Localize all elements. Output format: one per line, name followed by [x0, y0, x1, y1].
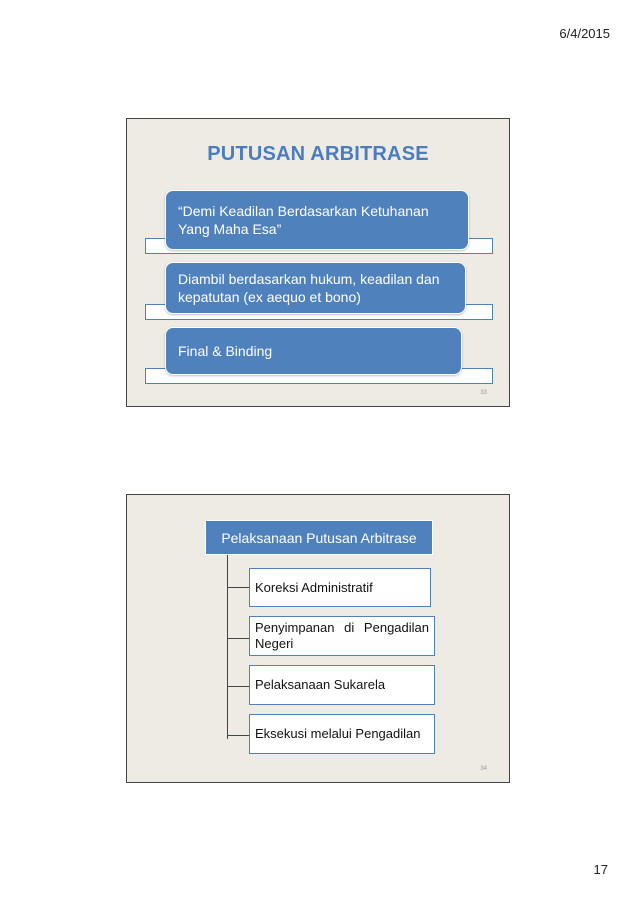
- page-number: 17: [593, 862, 608, 877]
- tree-child-koreksi: Koreksi Administratif: [249, 568, 431, 607]
- slide-33: [126, 118, 510, 407]
- list-item-final-binding: Final & Binding: [165, 327, 462, 375]
- tree-connector: [227, 638, 249, 639]
- slide-number: 34: [480, 766, 487, 772]
- tree-connector: [227, 686, 249, 687]
- tree-connector: [227, 587, 249, 588]
- tree-connector-vertical: [227, 555, 228, 739]
- tree-connector: [227, 735, 249, 736]
- slide-34: [126, 494, 510, 783]
- tree-child-eksekusi: Eksekusi melalui Pengadilan: [249, 714, 435, 754]
- header-date: 6/4/2015: [559, 26, 610, 41]
- tree-child-sukarela: Pelaksanaan Sukarela: [249, 665, 435, 705]
- list-item-demi-keadilan: “Demi Keadilan Berdasarkan Ketuhanan Yang Maha Esa”: [165, 190, 469, 250]
- slide-number: 33: [480, 390, 487, 396]
- tree-root-box: Pelaksanaan Putusan Arbitrase: [205, 520, 433, 555]
- list-item-diambil: Diambil berdasarkan hukum, keadilan dan kepatutan (ex aequo et bono): [165, 262, 466, 314]
- slide-title: PUTUSAN ARBITRASE: [207, 143, 429, 165]
- tree-child-penyimpanan: Penyimpanan di Pengadilan Negeri: [249, 616, 435, 656]
